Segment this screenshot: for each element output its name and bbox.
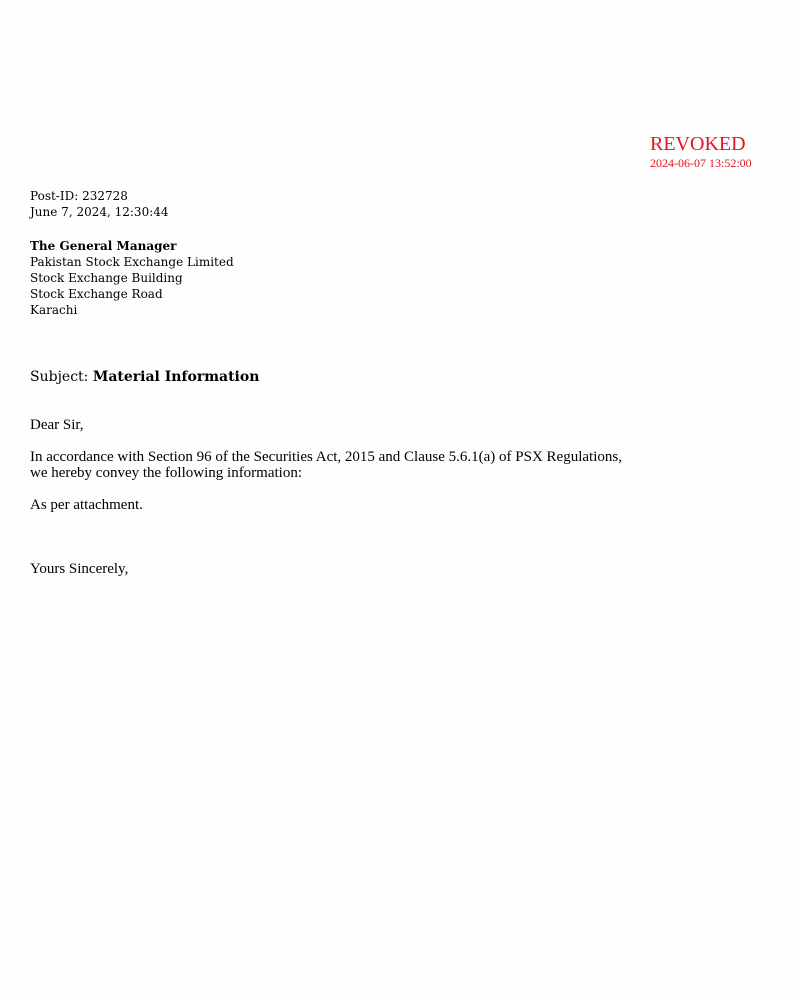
addressee-block [30, 238, 234, 318]
post-meta [30, 188, 169, 220]
post-date: June 7, 2024, 12:30:44 [30, 205, 169, 219]
paragraph-line: In accordance with Section 96 of the Securities Act, 2015 and Clause 5.6.1(a) of PSX Regulations, [30, 449, 622, 465]
address-line: Stock Exchange Building [30, 271, 183, 285]
post-id: Post-ID: 232728 [30, 189, 128, 203]
address-line: Pakistan Stock Exchange Limited [30, 255, 234, 269]
revoked-stamp [650, 132, 752, 170]
address-line: Stock Exchange Road [30, 287, 163, 301]
attachment-note: As per attachment. [30, 497, 143, 513]
paragraph-line: we hereby convey the following information: [30, 465, 303, 481]
subject-line [30, 368, 259, 386]
body-paragraph [30, 449, 670, 481]
salutation: Dear Sir, [30, 417, 84, 433]
closing: Yours Sincerely, [30, 561, 129, 577]
subject-label: Subject: [30, 369, 89, 385]
revoked-timestamp: 2024-06-07 13:52:00 [650, 156, 752, 170]
subject-text: Material Information [92, 369, 260, 385]
revoked-status: REVOKED [650, 133, 746, 155]
address-line: Karachi [30, 303, 78, 317]
recipient-title: The General Manager [30, 239, 177, 253]
